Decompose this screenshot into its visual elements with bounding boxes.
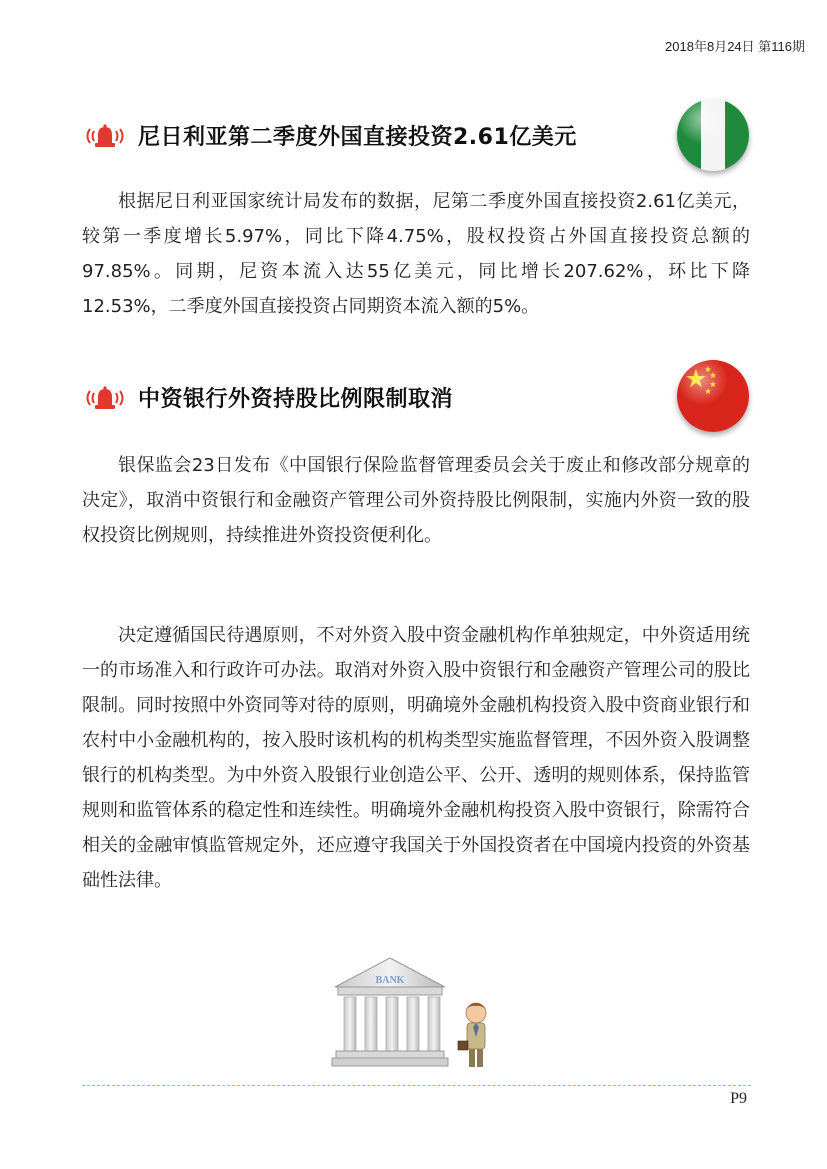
issue-date: 2018年8月24日 第116期 — [665, 39, 805, 54]
section-title: 尼日利亚第二季度外国直接投资2.61亿美元 — [138, 125, 577, 150]
section-title: 中资银行外资持股比例限制取消 — [138, 387, 454, 412]
alarm-bell-icon — [82, 383, 128, 413]
section-header-nigeria — [82, 120, 577, 151]
bank-illustration — [330, 955, 500, 1075]
bank-sign: BANK — [375, 975, 405, 986]
section-header-china — [82, 382, 453, 413]
footer-divider — [82, 1085, 751, 1086]
paragraph: 根据尼日利亚国家统计局发布的数据，尼第二季度外国直接投资2.61亿美元，较第一季度增长5.97%，同比下降4.75%，股权投资占外国直接投资总额的97.85%。同期，尼资本流入达55亿美元，同比增长207.62%，环比下降12.53%，二季度外国直接投资占同期资本流入额的5%。 — [82, 191, 750, 317]
paragraph: 银保监会23日发布《中国银行保险监督管理委员会关于废止和修改部分规章的决定》，取消中资银行和金融资产管理公司外资持股比例限制，实施内外资一致的股权投资比例规则，持续推进外资投资便利化。 — [82, 455, 750, 546]
page-number: P9 — [730, 1090, 747, 1107]
alarm-bell-icon — [82, 121, 128, 151]
businessman-icon — [458, 1003, 486, 1067]
nigeria-flag-icon — [677, 99, 749, 171]
china-flag-icon — [677, 360, 749, 432]
paragraph: 决定遵循国民待遇原则，不对外资入股中资金融机构作单独规定，中外资适用统一的市场准入和行政许可办法。取消对外资入股中资银行和金融资产管理公司的股比限制。同时按照中外资同等对待的原则，明确境外金融机构投资入股中资商业银行和农村中小金融机构的，按入股时该机构的机构类型实施监督管理，不因外资入股调整银行的机构类型。为中外资入股银行业创造公平、公开、透明的规则体系，保持监管规则和监管体系的稳定性和连续性。明确境外金融机构投资入股中资银行，除需符合相关的金融审慎监管规定外，还应遵守我国关于外国投资者在中国境内投资的外资基础性法律。 — [82, 625, 750, 891]
